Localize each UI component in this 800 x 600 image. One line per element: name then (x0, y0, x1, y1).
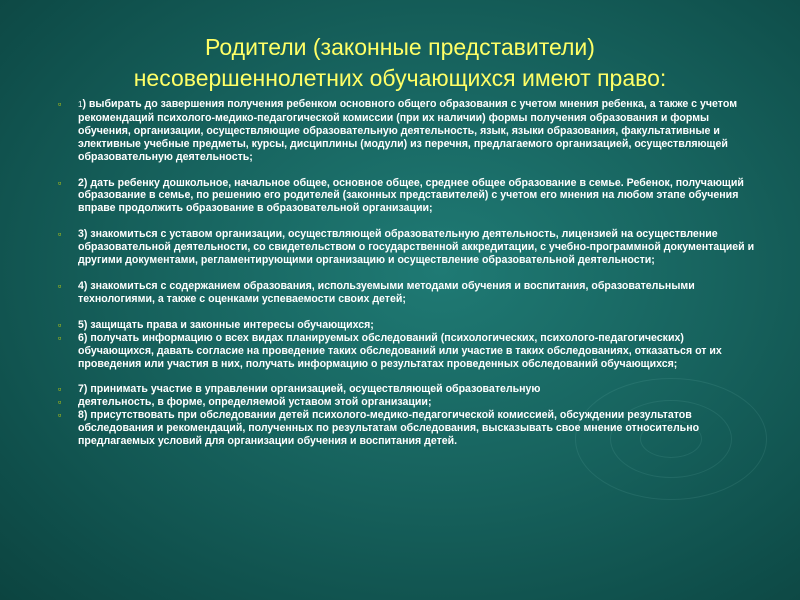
bullet-icon: ▫ (58, 99, 62, 109)
item-number: 1 (78, 100, 83, 109)
item-text: 7) принимать участие в управлении организацией, осуществляющей образовательную (78, 383, 541, 396)
list-item (58, 98, 758, 164)
list-item (58, 177, 758, 216)
item-text: 8) присутствовать при обследовании детей психолого-медико-педагогической комиссией, обсуждении результатов обследования и рекомендаций, полученных по результатам обследования, высказывать свое мнение относительно предлагаемых условий для организации обучения и воспитания детей. (78, 409, 700, 448)
list-item (58, 409, 758, 448)
bullet-icon: ▫ (58, 319, 62, 330)
title-line-2: несовершеннолетних обучающихся имеют право: (133, 65, 667, 91)
rights-list (58, 98, 758, 448)
bullet-icon: ▫ (58, 332, 62, 343)
list-item (58, 228, 758, 267)
bullet-icon: ▫ (58, 410, 62, 421)
item-text: ) выбирать до завершения получения ребенком основного общего образования с учетом мнения ребенка, а также с учетом рекомендаций психолого-медико-педагогической комиссии (при их наличии) формы получения образования и формы обучения, организации, осуществляющие образовательную деятельность, язык, языки образования, факультативные и элективные учебные предметы, курсы, дисциплины (модули) из перечня, предлагаемого организацией, осуществляющей образовательную деятельность; (78, 98, 738, 163)
list-item (58, 383, 758, 396)
item-text: 6) получать информацию о всех видах планируемых обследований (психологических, психолого-педагогических) обучающихся, давать согласие на проведение таких обследований или участие в таких обследованиях, отказаться от их проведения или участия в них, получать информацию о результатах проведенных обследований обучающихся; (78, 331, 722, 370)
title-line-1: Родители (законные представители) (205, 34, 595, 60)
bullet-icon: ▫ (58, 384, 62, 395)
list-item (58, 319, 758, 332)
item-text: 2) дать ребенку дошкольное, начальное общее, основное общее, среднее общее образование в семье. Ребенок, получающий образование в семье, по решению его родителей (законных представителей) с учетом его мнения на любом этапе обучения вправе продолжить образование в образовательной организации; (78, 176, 744, 215)
bullet-icon: ▫ (58, 177, 62, 188)
item-text: 5) защищать права и законные интересы обучающихся; (78, 318, 374, 331)
list-item (58, 280, 758, 306)
bullet-icon: ▫ (58, 397, 62, 408)
item-text: 4) знакомиться с содержанием образования, используемыми методами обучения и воспитания, образовательными технологиями, а также с оценками успеваемости своих детей; (78, 279, 695, 305)
item-text: деятельность, в форме, определяемой уставом этой организации; (78, 396, 432, 409)
item-text: 3) знакомиться с уставом организации, осуществляющей образовательную деятельность, лицензией на осуществление образовательной деятельности, со свидетельством о государственной аккредитации, с учебно-программной документацией и другими документами, регламентирующими организацию и осуществление образовательной деятельности; (78, 228, 755, 267)
list-item (58, 396, 758, 409)
slide-title (60, 32, 740, 94)
bullet-icon: ▫ (58, 280, 62, 291)
list-item (58, 332, 758, 371)
bullet-icon: ▫ (58, 229, 62, 240)
